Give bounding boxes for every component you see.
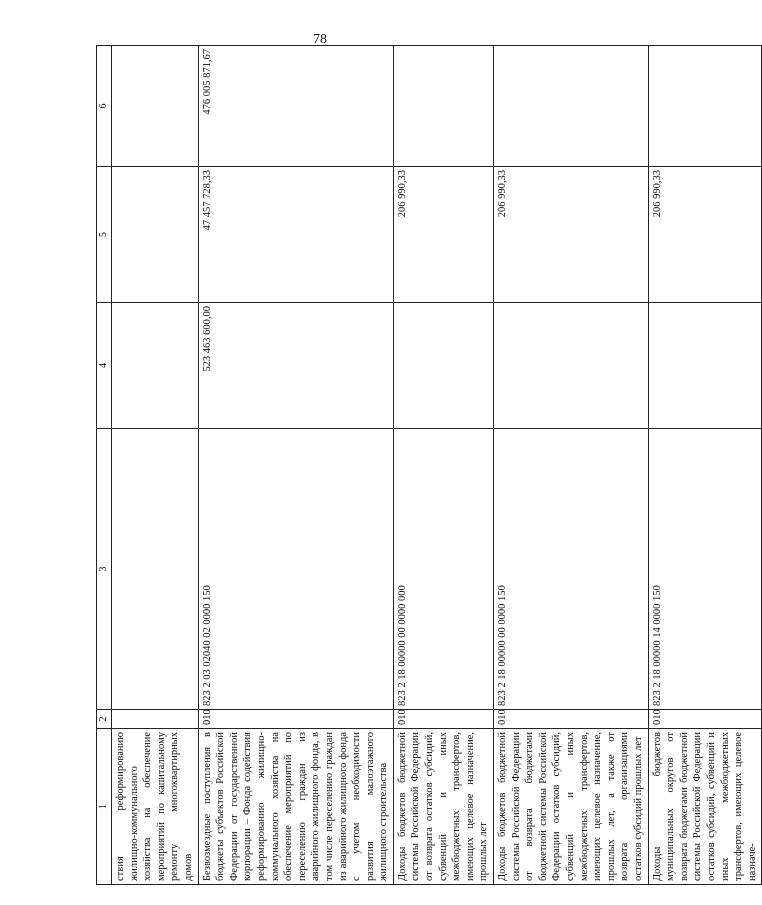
row-col6 bbox=[393, 46, 493, 167]
table-row bbox=[648, 46, 762, 885]
header-col-6: 6 bbox=[97, 46, 112, 167]
row-col4 bbox=[494, 303, 649, 429]
row-col5: 206 990,33 bbox=[494, 167, 649, 303]
row-code: 010 bbox=[648, 710, 762, 729]
row-kbk: 823 2 18 00000 14 0000 150 bbox=[648, 429, 762, 710]
row-name: ствия реформированию жилищно-коммунального хозяйства на обеспечение мероприятий по капитальному ремонту многоквартирных домов bbox=[112, 729, 199, 885]
row-col5: 47 457 728,33 bbox=[198, 167, 393, 303]
row-name: Доходы бюджетов бюджетной системы Российской Федерации от возврата остатков субсидий, субвенций и иных межбюджетных трансфертов, имеющих целевое назначение, прошлых лет bbox=[393, 729, 493, 885]
row-kbk: 823 2 18 00000 00 0000 150 bbox=[494, 429, 649, 710]
row-code: 010 bbox=[393, 710, 493, 729]
row-name: Безвозмездные поступления в бюджеты субъектов Российской Федерации от государственной корпорации – Фонда содействия реформированию жилищно-коммунального хозяйства на обеспечение мероприятий по переселению граждан из аварийного жилищного фонда, в том числе переселению граждан из аварийного жилищного фонда с учетом необходимости развития малоэтажного жилищного строительства bbox=[198, 729, 393, 885]
revenue-table bbox=[96, 45, 762, 885]
table-row bbox=[494, 46, 649, 885]
row-col5 bbox=[112, 167, 199, 303]
table-header-row bbox=[97, 46, 112, 885]
table-row bbox=[112, 46, 199, 885]
table-row bbox=[198, 46, 393, 885]
row-col4 bbox=[393, 303, 493, 429]
header-col-1: 1 bbox=[97, 729, 112, 885]
row-code: 010 bbox=[198, 710, 393, 729]
row-col6 bbox=[494, 46, 649, 167]
row-col6 bbox=[112, 46, 199, 167]
row-col5: 206 990,33 bbox=[648, 167, 762, 303]
row-name: Доходы бюджетов муниципальных округов от возврата бюджетами бюджетной системы Российской Федерации остатков субсидий, субвенций и иных межбюджетных трансфертов, имеющих целевое назначе- bbox=[648, 729, 762, 885]
row-col4 bbox=[648, 303, 762, 429]
row-code bbox=[112, 710, 199, 729]
row-col5: 206 990,33 bbox=[393, 167, 493, 303]
row-col4 bbox=[112, 303, 199, 429]
header-col-3: 3 bbox=[97, 429, 112, 710]
rotated-table-wrapper bbox=[96, 45, 758, 885]
table-row bbox=[393, 46, 493, 885]
header-col-5: 5 bbox=[97, 167, 112, 303]
header-col-4: 4 bbox=[97, 303, 112, 429]
page-number: 78 bbox=[313, 32, 327, 47]
row-col6: 476 005 871,67 bbox=[198, 46, 393, 167]
row-name: Доходы бюджетов бюджетной системы Российской Федерации от возврата бюджетами бюджетной системы Российской Федерации остатков субсидий, субвенций и иных межбюджетных трансфертов, имеющих целевое назначение, прошлых лет, а также от возврата организациями остатков субсидий прошлых лет bbox=[494, 729, 649, 885]
row-kbk: 823 2 03 02040 02 0000 150 bbox=[198, 429, 393, 710]
header-col-2: 2 bbox=[97, 710, 112, 729]
row-kbk: 823 2 18 00000 00 0000 000 bbox=[393, 429, 493, 710]
row-col6 bbox=[648, 46, 762, 167]
row-col4: 523 463 600,00 bbox=[198, 303, 393, 429]
row-code: 010 bbox=[494, 710, 649, 729]
row-kbk bbox=[112, 429, 199, 710]
